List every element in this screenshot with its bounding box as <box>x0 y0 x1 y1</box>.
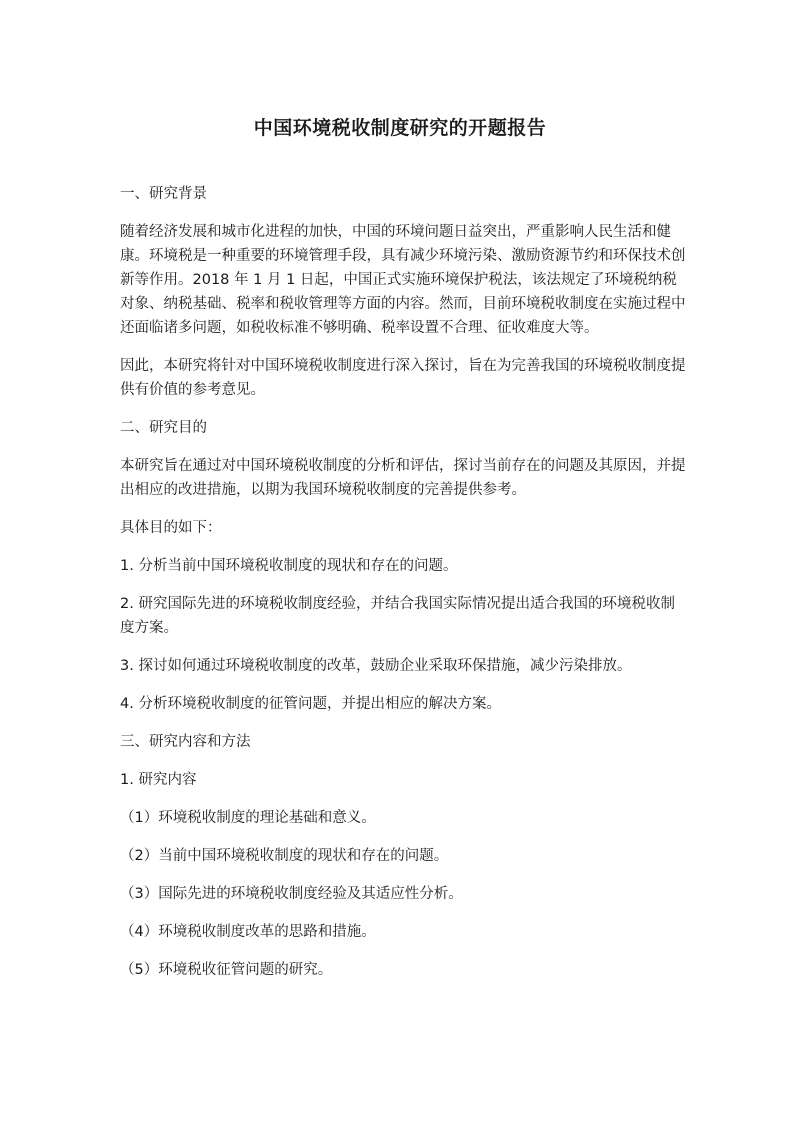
paragraph-purpose-1: 本研究旨在通过对中国环境税收制度的分析和评估，探讨当前存在的问题及其原因，并提出相应的改进措施，以期为我国环境税收制度的完善提供参考。 <box>120 458 686 498</box>
subheading-research-content: 1. 研究内容 <box>120 772 197 788</box>
content-item: （3）国际先进的环境税收制度经验及其适应性分析。 <box>120 886 463 902</box>
goal-item: 3. 探讨如何通过环境税收制度的改革，鼓励企业采取环保措施，减少污染排放。 <box>120 658 632 674</box>
content-item: （5）环境税收征管问题的研究。 <box>120 962 333 978</box>
goal-item: 4. 分析环境税收制度的征管问题，并提出相应的解决方案。 <box>120 696 501 712</box>
paragraph-background-2: 因此，本研究将针对中国环境税收制度进行深入探讨，旨在为完善我国的环境税收制度提供有价值的参考意见。 <box>120 358 686 398</box>
goal-item: 1. 分析当前中国环境税收制度的现状和存在的问题。 <box>120 558 458 574</box>
document-title: 中国环境税收制度研究的开题报告 <box>253 117 547 139</box>
document-body <box>120 182 688 996</box>
paragraph-purpose-2: 具体目的如下： <box>120 520 222 536</box>
content-item: （4）环境税收制度改革的思路和措施。 <box>120 924 376 940</box>
section-heading-purpose: 二、研究目的 <box>120 420 207 436</box>
content-item: （1）环境税收制度的理论基础和意义。 <box>120 810 376 826</box>
section-heading-content-method: 三、研究内容和方法 <box>120 734 251 750</box>
goal-item: 2. 研究国际先进的环境税收制度经验，并结合我国实际情况提出适合我国的环境税收制度方案。 <box>120 596 675 636</box>
paragraph-background-1: 随着经济发展和城市化进程的加快，中国的环境问题日益突出，严重影响人民生活和健康。环境税是一种重要的环境管理手段，具有减少环境污染、激励资源节约和环保技术创新等作用。2018 年 1 月 1 日起，中国正式实施环境保护税法，该法规定了环境税纳税对象、纳税基础、税率和税收管理等方面的内容。然而，目前环境税收制度在实施过程中还面临诸多问题，如税收标准不够明确、税率设置不合理、征收难度大等。 <box>120 224 686 336</box>
content-item: （2）当前中国环境税收制度的现状和存在的问题。 <box>120 848 449 864</box>
section-heading-background: 一、研究背景 <box>120 186 207 202</box>
